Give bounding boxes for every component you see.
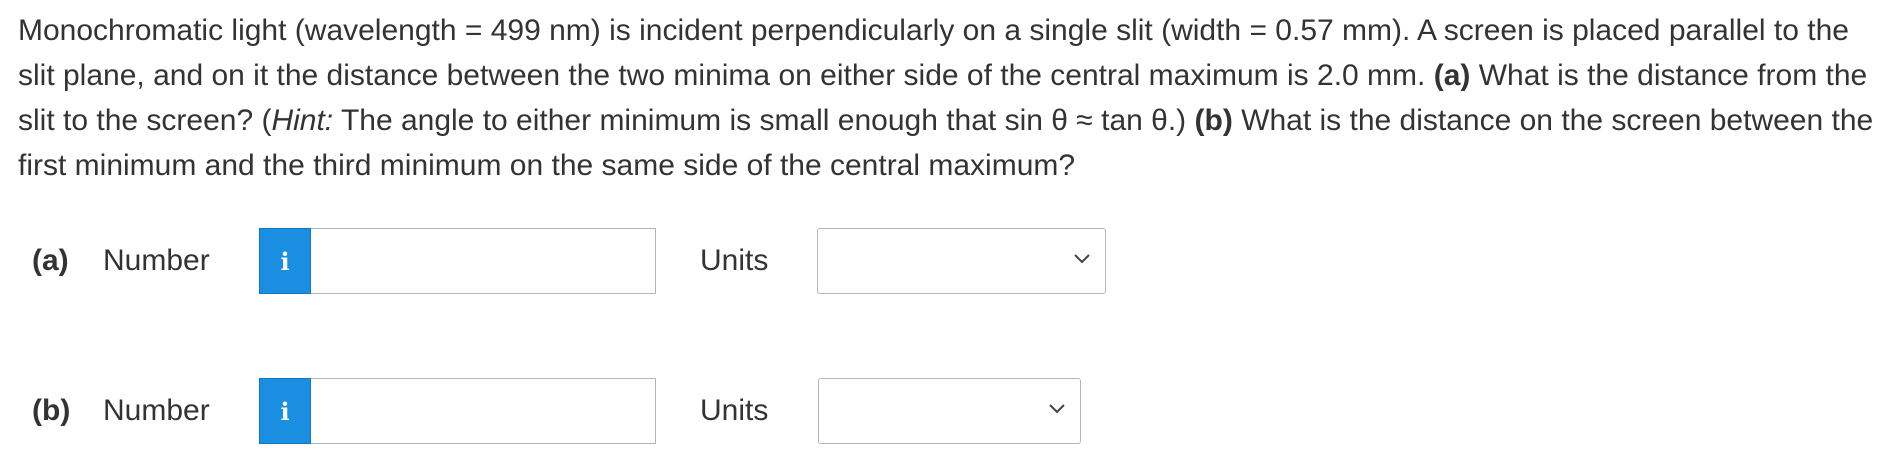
part-label-b: (b) bbox=[32, 394, 71, 427]
chevron-down-icon bbox=[1073, 253, 1091, 265]
question-intro: Monochromatic light (wavelength = 499 nm) is incident perpendicularly on a single slit (width = 0.57 mm). A screen is placed parallel to the slit plane, and on it the distance between the two minima on either side of the central maximum is 2.0 mm. bbox=[18, 14, 1849, 92]
part-label-a: (a) bbox=[32, 244, 69, 277]
part-a-question: What is the distance from the slit to the screen? ( bbox=[18, 59, 1868, 137]
units-label-a: Units bbox=[700, 244, 769, 277]
units-select-a[interactable] bbox=[817, 228, 1106, 294]
part-b-question: What is the distance on the screen between the first minimum and the third minimum on the same side of the central maximum? bbox=[18, 104, 1874, 182]
units-select-b[interactable] bbox=[818, 378, 1081, 444]
part-a-marker: (a) bbox=[1433, 59, 1471, 92]
chevron-down-icon bbox=[1048, 403, 1066, 415]
answer-row-a bbox=[0, 228, 1884, 294]
info-icon[interactable]: i bbox=[259, 228, 311, 294]
number-label-b: Number bbox=[103, 394, 210, 427]
question-text bbox=[18, 8, 1880, 188]
hint-text: The angle to either minimum is small enough that sin θ ≈ tan θ.) bbox=[340, 104, 1187, 137]
number-input-b[interactable] bbox=[311, 378, 656, 444]
answer-row-b bbox=[0, 378, 1884, 444]
number-input-a[interactable] bbox=[311, 228, 656, 294]
units-label-b: Units bbox=[700, 394, 769, 427]
hint-label: Hint: bbox=[271, 104, 334, 137]
number-label-a: Number bbox=[103, 244, 210, 277]
info-icon[interactable]: i bbox=[259, 378, 311, 444]
part-b-marker: (b) bbox=[1194, 104, 1233, 137]
